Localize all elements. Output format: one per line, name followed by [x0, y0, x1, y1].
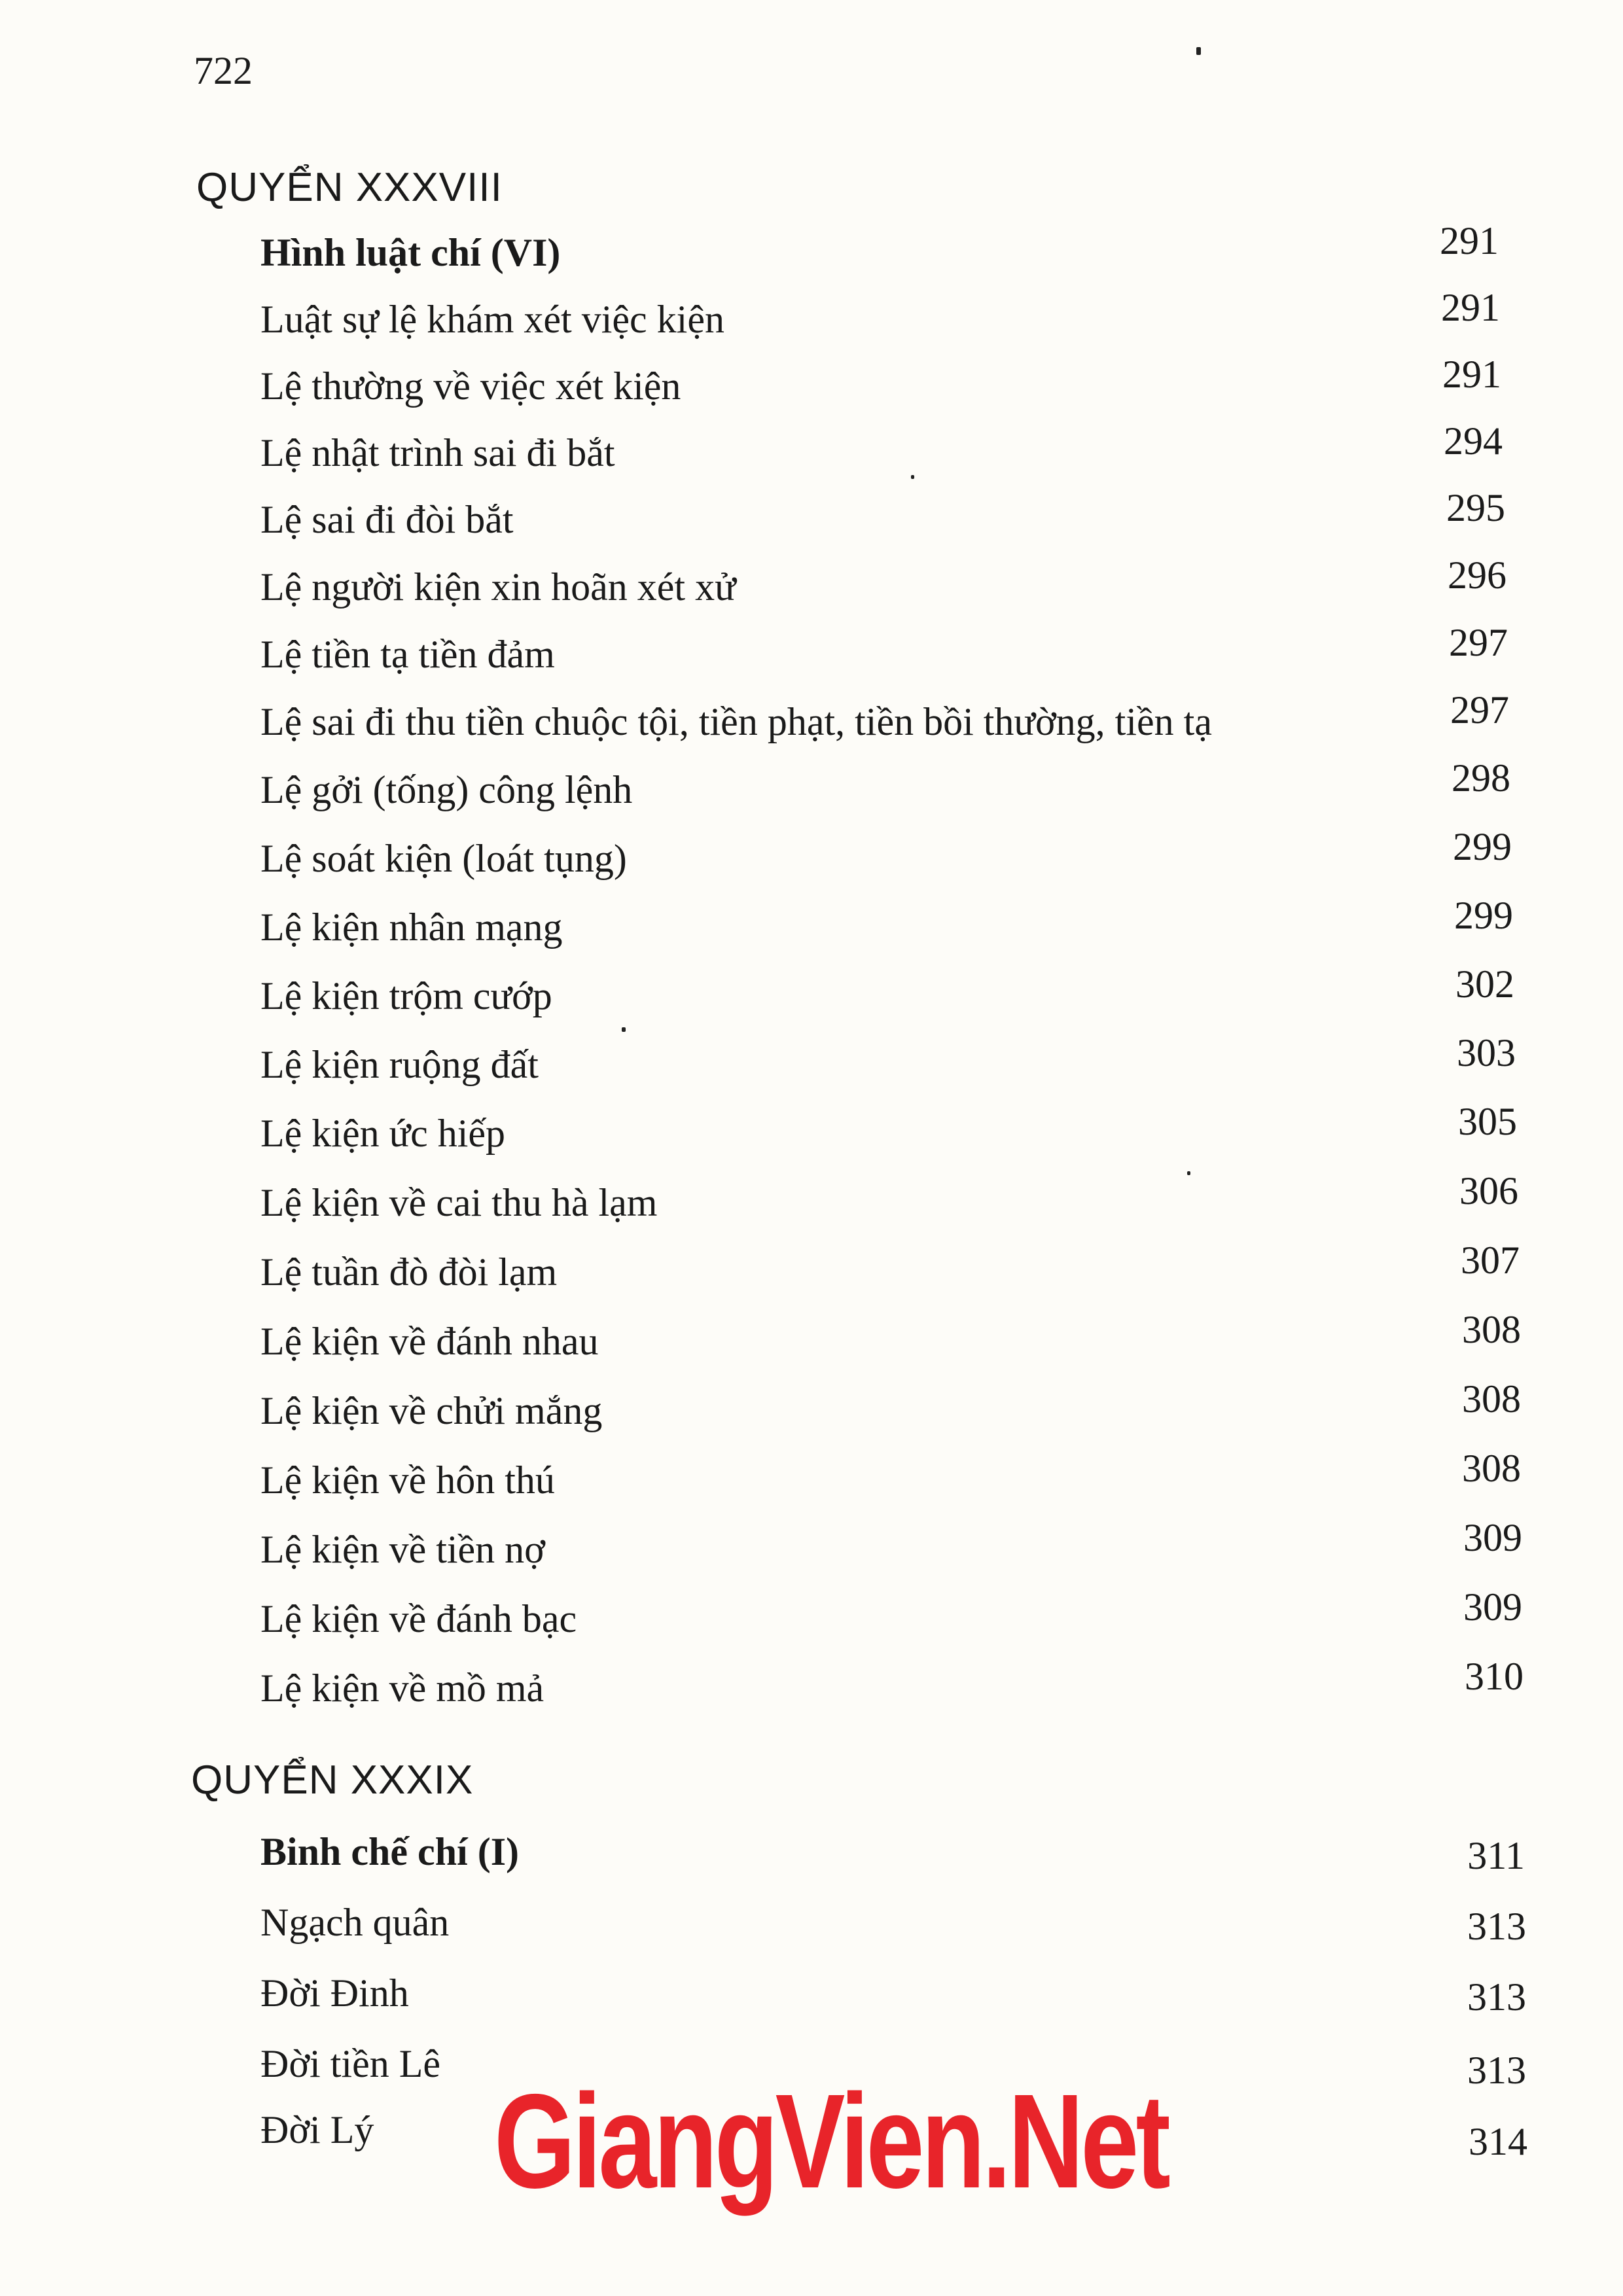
toc-entry — [0, 688, 1623, 748]
toc-entry — [0, 1239, 1623, 1298]
toc-entry-page: 305 — [1458, 1100, 1517, 1143]
toc-entry-title: Hình luật chí (VI) — [260, 231, 561, 274]
toc-entry-page: 314 — [1469, 2120, 1527, 2163]
toc-entry-page: 299 — [1454, 894, 1513, 937]
toc-entry-title: Lệ kiện về mồ mả — [260, 1667, 544, 1710]
toc-entry-title: Đời Đinh — [260, 1971, 409, 2015]
toc-entry — [0, 1031, 1623, 1091]
toc-entry-title: Lệ kiện về đánh nhau — [260, 1320, 599, 1363]
toc-entry — [0, 1826, 1623, 1878]
page-number: 722 — [194, 49, 253, 92]
toc-entry-title: Lệ kiện trộm cướp — [260, 974, 552, 1017]
toc-entry-title: Lệ kiện ruộng đất — [260, 1043, 539, 1086]
toc-entry-page: 298 — [1452, 756, 1510, 800]
toc-entry-page: 308 — [1462, 1377, 1521, 1421]
toc-entry — [0, 1447, 1623, 1506]
toc-entry-page: 302 — [1455, 963, 1514, 1006]
toc-entry — [0, 894, 1623, 953]
toc-entry-page: 291 — [1442, 353, 1501, 396]
toc-entry-title: Lệ kiện về hôn thú — [260, 1458, 555, 1502]
toc-entry-page: 308 — [1462, 1447, 1521, 1490]
toc-entry — [0, 1100, 1623, 1159]
toc-entry-page: 313 — [1467, 2049, 1526, 2092]
toc-entry-page: 299 — [1453, 825, 1512, 868]
toc-entry — [0, 1377, 1623, 1437]
toc-entry-page: 296 — [1448, 554, 1507, 597]
toc-entry-title: Lệ sai đi thu tiền chuộc tội, tiền phạt, tiền bồi thường, tiền tạ — [260, 700, 1212, 743]
toc-entry-page: 297 — [1450, 688, 1509, 732]
scan-speck — [911, 475, 914, 479]
toc-entry — [0, 1308, 1623, 1368]
toc-entry-page: 311 — [1467, 1834, 1525, 1877]
toc-entry-title: Ngạch quân — [260, 1901, 450, 1944]
toc-entry — [0, 963, 1623, 1022]
toc-entry-page: 303 — [1457, 1031, 1516, 1074]
toc-entry-page: 297 — [1449, 621, 1508, 664]
toc-entry — [0, 621, 1623, 680]
toc-entry-title: Lệ thường về việc xét kiện — [260, 364, 681, 408]
toc-entry — [0, 756, 1623, 816]
toc-entry-title: Lệ kiện về chửi mắng — [260, 1389, 603, 1432]
toc-entry-page: 313 — [1467, 1975, 1526, 2019]
toc-entry-page: 310 — [1465, 1655, 1524, 1698]
toc-entry-title: Lệ kiện về tiền nợ — [260, 1528, 545, 1571]
toc-entry-title: Lệ kiện ức hiếp — [260, 1112, 506, 1155]
toc-entry-page: 295 — [1446, 486, 1505, 529]
toc-entry-title: Lệ người kiện xin hoãn xét xử — [260, 565, 736, 609]
toc-entry-title: Lệ tiền tạ tiền đảm — [260, 633, 555, 676]
toc-entry — [0, 1655, 1623, 1714]
toc-entry-page: 291 — [1441, 286, 1500, 329]
toc-entry — [0, 353, 1623, 412]
toc-entry-page: 313 — [1467, 1905, 1526, 1948]
toc-entry — [0, 554, 1623, 613]
toc-entry — [0, 1967, 1623, 2019]
toc-entry — [0, 1585, 1623, 1645]
toc-entry-title: Lệ kiện về đánh bạc — [260, 1597, 577, 1640]
scan-speck — [1187, 1171, 1190, 1175]
toc-entry-page: 309 — [1463, 1585, 1522, 1629]
scan-speck — [622, 1027, 626, 1032]
toc-entry — [0, 219, 1623, 279]
scan-speck — [1196, 47, 1201, 55]
section-heading-xxxix: QUYỂN XXXIX — [191, 1757, 474, 1803]
toc-entry — [0, 286, 1623, 345]
toc-entry-page: 306 — [1459, 1169, 1518, 1212]
toc-entry-title: Lệ kiện về cai thu hà lạm — [260, 1181, 658, 1224]
toc-entry-title: Lệ nhật trình sai đi bắt — [260, 431, 615, 474]
toc-entry-title: Binh chế chí (I) — [260, 1830, 520, 1873]
toc-entry-page: 291 — [1440, 219, 1499, 262]
toc-entry-page: 308 — [1462, 1308, 1521, 1351]
toc-entry-title: Lệ kiện nhân mạng — [260, 906, 563, 949]
toc-entry-title: Lệ gởi (tống) công lệnh — [260, 768, 633, 811]
toc-entry — [0, 825, 1623, 885]
watermark-logo: GiangVien.Net — [494, 2066, 1168, 2216]
toc-entry-page: 307 — [1461, 1239, 1520, 1282]
toc-entry-title: Lệ tuần đò đòi lạm — [260, 1250, 558, 1294]
toc-entry-title: Đời Lý — [260, 2108, 374, 2151]
toc-entry — [0, 1896, 1623, 1949]
toc-entry-title: Đời tiền Lê — [260, 2042, 440, 2085]
toc-entry-page: 294 — [1444, 419, 1503, 463]
toc-entry-title: Lệ soát kiện (loát tụng) — [260, 837, 627, 880]
toc-entry — [0, 419, 1623, 479]
toc-entry-title: Lệ sai đi đòi bắt — [260, 498, 514, 541]
toc-entry — [0, 486, 1623, 546]
toc-entry-page: 309 — [1463, 1516, 1522, 1559]
toc-entry-title: Luật sự lệ khám xét việc kiện — [260, 298, 724, 341]
section-heading-xxxviii: QUYỂN XXXVIII — [196, 165, 503, 210]
toc-entry — [0, 1516, 1623, 1576]
toc-entry — [0, 1169, 1623, 1229]
